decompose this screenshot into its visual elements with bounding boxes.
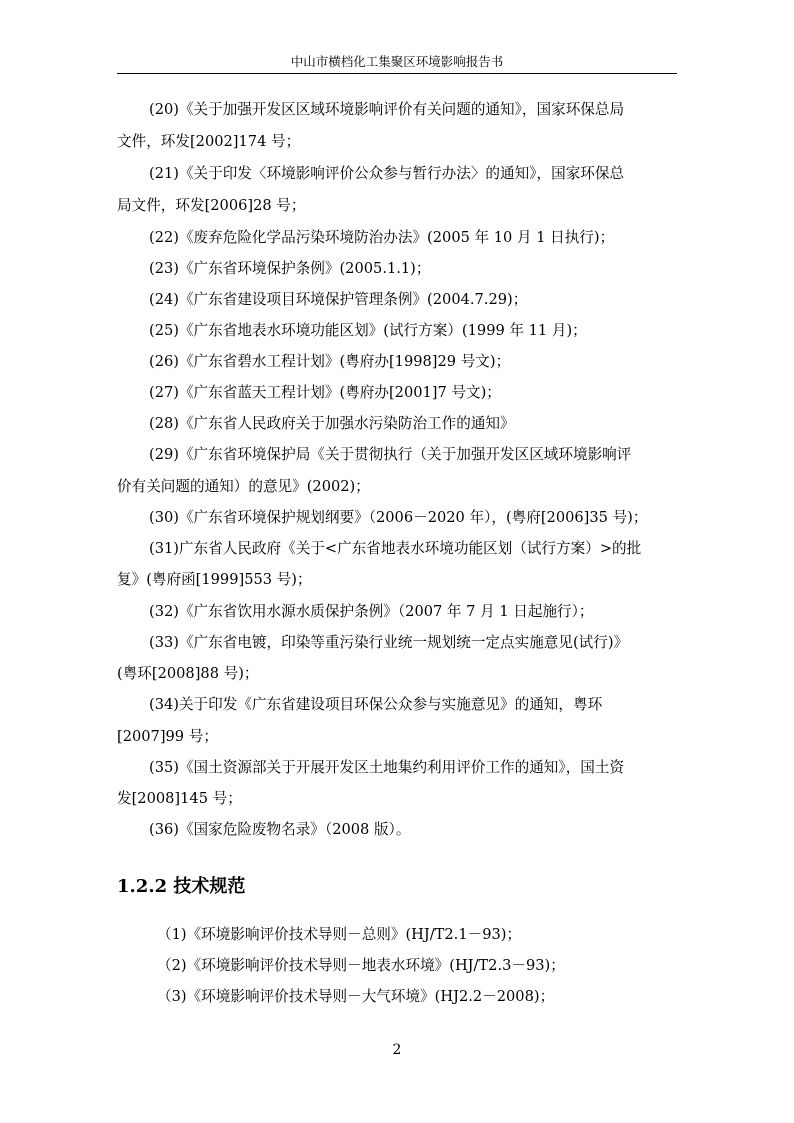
reference-line: (26)《广东省碧水工程计划》(粤府办[1998]29 号文)； bbox=[149, 353, 511, 370]
reference-line: (24)《广东省建设项目环境保护管理条例》(2004.7.29)； bbox=[149, 291, 528, 308]
reference-line: 价有关问题的通知）的意见》(2002)； bbox=[117, 478, 370, 495]
reference-line: 发[2008]145 号； bbox=[117, 790, 242, 807]
reference-line: (29)《广东省环境保护局《关于贯彻执行（关于加强开发区区域环境影响评 bbox=[149, 446, 632, 463]
reference-line: (36)《国家危险废物名录》（2008 版）。 bbox=[149, 821, 411, 838]
header-rule bbox=[117, 73, 677, 74]
reference-line: (25)《广东省地表水环境功能区划》(试行方案）(1999 年 11 月)； bbox=[149, 322, 587, 339]
reference-line: 局文件，环发[2006]28 号； bbox=[117, 197, 306, 214]
standard-line: （3)《环境影响评价技术导则－大气环境》(HJ2.2－2008)； bbox=[157, 988, 555, 1005]
reference-line: 复》(粤府函[1999]553 号)； bbox=[117, 571, 312, 588]
reference-line: (33)《广东省电镀，印染等重污染行业统一规划统一定点实施意见(试行)》 bbox=[149, 634, 629, 651]
reference-line: (23)《广东省环境保护条例》(2005.1.1)； bbox=[149, 260, 431, 277]
reference-line: (30)《广东省环境保护规划纲要》（2006－2020 年），(粤府[2006]35 号)； bbox=[149, 509, 648, 526]
reference-line: 文件，环发[2002]174 号； bbox=[117, 133, 301, 150]
reference-line: (28)《广东省人民政府关于加强水污染防治工作的通知》 bbox=[149, 415, 515, 432]
standard-line: （2)《环境影响评价技术导则－地表水环境》(HJ/T2.3－93)； bbox=[157, 957, 565, 974]
running-header: 中山市横档化工集聚区环境影响报告书 bbox=[290, 54, 504, 69]
page-number: 2 bbox=[392, 1042, 402, 1058]
reference-line: [2007]99 号； bbox=[117, 728, 218, 745]
section-heading: 1.2.2 技术规范 bbox=[117, 876, 246, 897]
standard-line: （1)《环境影响评价技术导则－总则》(HJ/T2.1－93)； bbox=[157, 926, 522, 943]
reference-line: (粤环[2008]88 号)； bbox=[117, 665, 259, 682]
reference-line: (20)《关于加强开发区区域环境影响评价有关问题的通知》，国家环保总局 bbox=[149, 101, 625, 118]
reference-line: (35)《国土资源部关于开展开发区土地集约利用评价工作的通知》，国土资 bbox=[149, 759, 625, 776]
reference-line: (21)《关于印发〈环境影响评价公众参与暂行办法〉的通知》，国家环保总 bbox=[149, 165, 625, 182]
reference-line: (32)《广东省饮用水源水质保护条例》（2007 年 7 月 1 日起施行）； bbox=[149, 603, 594, 620]
reference-line: (22)《废弃危险化学品污染环境防治办法》(2005 年 10 月 1 日执行)； bbox=[149, 229, 615, 246]
reference-line: (34)关于印发《广东省建设项目环保公众参与实施意见》的通知，粤环 bbox=[149, 696, 603, 713]
reference-line: (31)广东省人民政府《关于<广东省地表水环境功能区划（试行方案）>的批 bbox=[149, 540, 642, 557]
reference-line: (27)《广东省蓝天工程计划》(粤府办[2001]7 号文)； bbox=[149, 384, 501, 401]
